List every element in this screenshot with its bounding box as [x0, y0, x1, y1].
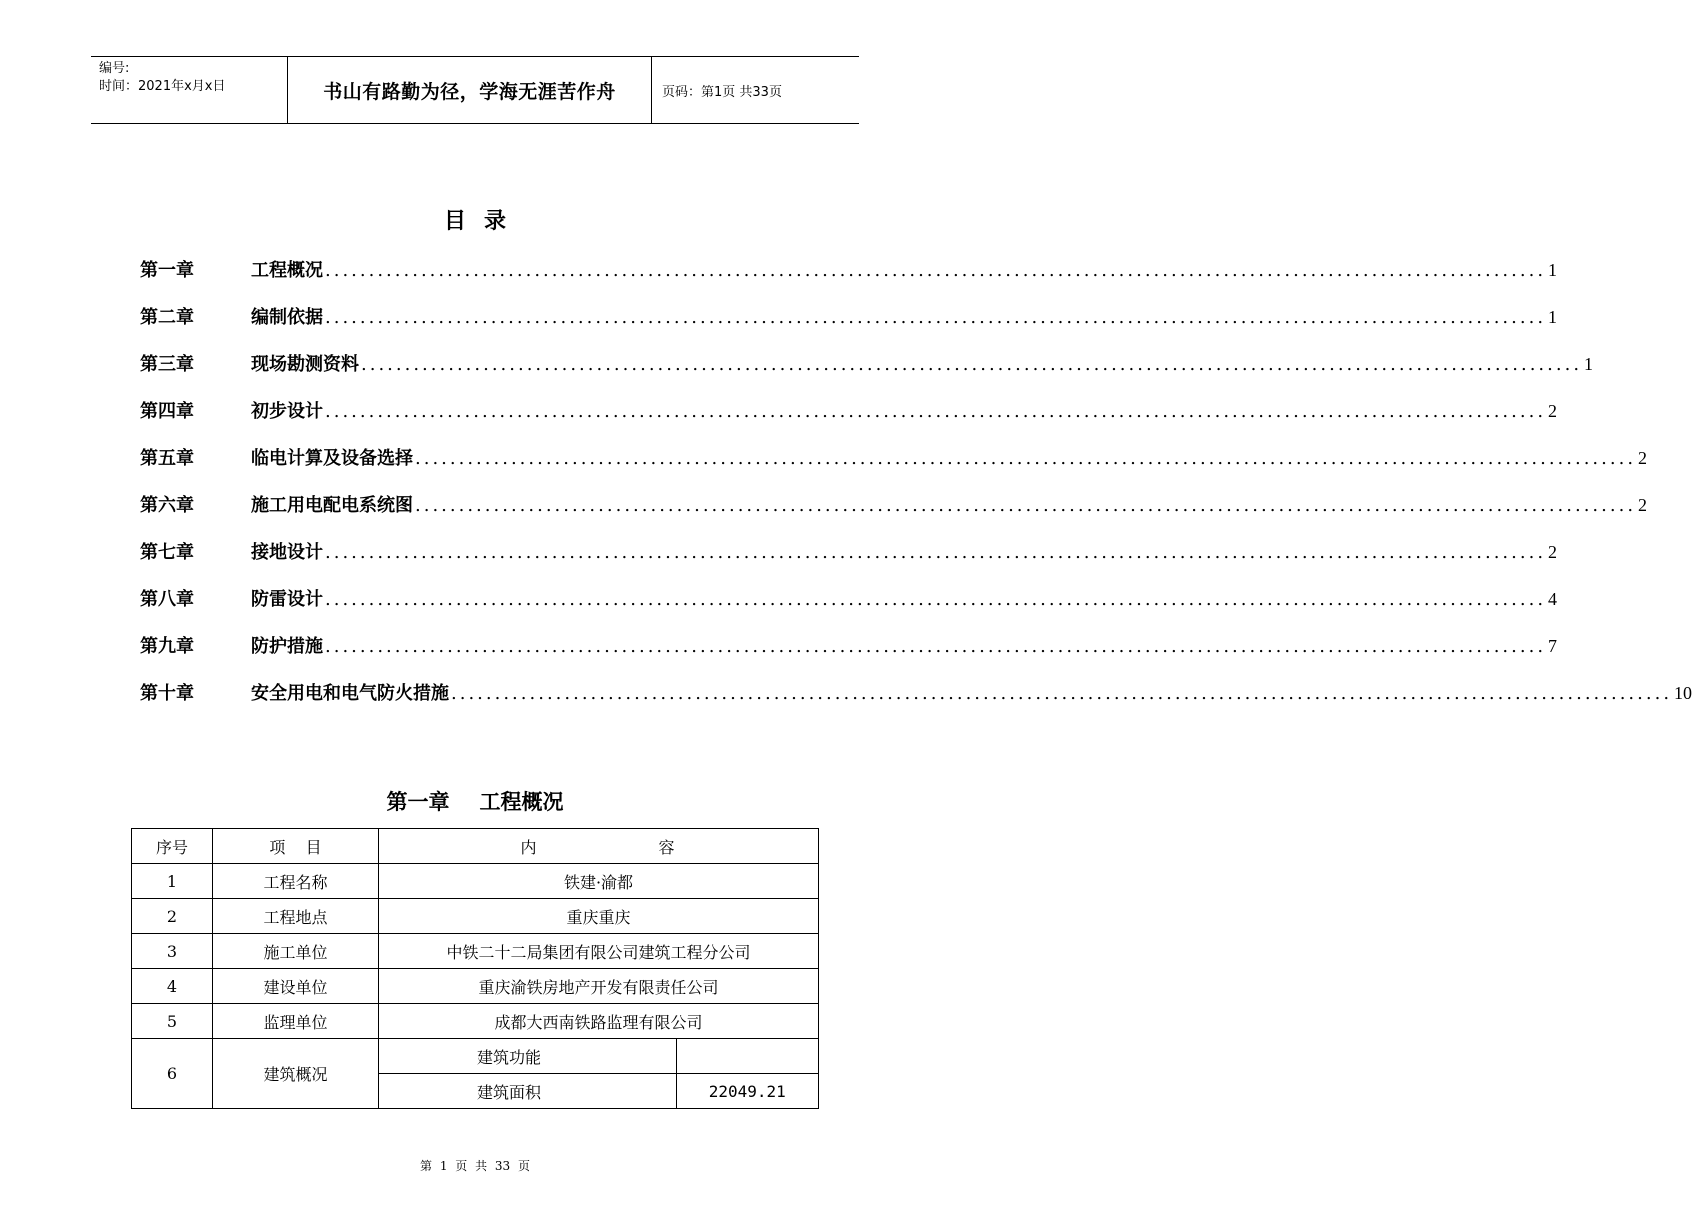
table-row: [132, 1004, 819, 1039]
header-meta: [91, 57, 287, 123]
cell-seq: 4: [132, 969, 213, 1004]
cell-item: 建筑概况: [213, 1039, 379, 1109]
section-chapter: 第一章: [386, 790, 450, 814]
table-row: [132, 899, 819, 934]
header-content-a: 内: [520, 837, 539, 857]
toc-leader-dots: ............................................................................................................................................: [325, 260, 1547, 281]
toc-chapter: 第一章: [140, 260, 194, 281]
toc-page-number: 1: [1584, 354, 1594, 374]
header-seq: 序号: [132, 829, 213, 864]
cell-seq: 6: [132, 1039, 213, 1109]
toc-chapter: 第二章: [140, 307, 194, 328]
toc-leader-dots: ............................................................................................................................................: [361, 354, 1583, 375]
header-content-b: 容: [658, 837, 677, 857]
toc-page-number: 2: [1548, 542, 1558, 562]
toc-page-number: 7: [1548, 636, 1558, 656]
toc-chapter: 第三章: [140, 354, 194, 375]
toc-leader-dots: ............................................................................................................................................: [325, 589, 1547, 610]
cell-item: 工程地点: [213, 899, 379, 934]
toc-entry[interactable]: [140, 491, 1648, 538]
table-row: [132, 1039, 819, 1074]
table-row: [132, 969, 819, 1004]
cell-function-value: [676, 1039, 819, 1074]
header-item: 项 目: [213, 829, 379, 864]
toc-chapter: 第九章: [140, 636, 194, 657]
cell-area-value: 22049.21: [676, 1074, 819, 1109]
toc-name: 临电计算及设备选择: [251, 448, 413, 469]
toc-page-number: 1: [1548, 307, 1558, 327]
toc-leader-dots: ............................................................................................................................................: [415, 495, 1637, 516]
toc-entry[interactable]: [140, 444, 1648, 491]
table-row: [132, 864, 819, 899]
header-motto: 书山有路勤为径，学海无涯苦作舟: [287, 57, 652, 123]
cell-seq: 3: [132, 934, 213, 969]
toc-leader-dots: ............................................................................................................................................: [325, 307, 1547, 328]
toc-entry[interactable]: [140, 303, 1558, 350]
cell-area-label: 建筑面积: [379, 1074, 677, 1109]
toc-name: 防雷设计: [251, 589, 323, 610]
toc-chapter: 第四章: [140, 401, 194, 422]
toc-entry[interactable]: [140, 632, 1558, 679]
cell-content: 重庆渝铁房地产开发有限责任公司: [379, 969, 819, 1004]
toc-leader-dots: ............................................................................................................................................: [451, 683, 1673, 704]
toc-chapter: 第五章: [140, 448, 194, 469]
section-name: 工程概况: [479, 790, 564, 814]
toc-name: 安全用电和电气防火措施: [251, 683, 449, 704]
toc-page-number: 2: [1638, 448, 1648, 468]
cell-item: 工程名称: [213, 864, 379, 899]
document-number-label: 编号:: [99, 61, 130, 76]
header-content: [379, 829, 819, 864]
cell-seq: 1: [132, 864, 213, 899]
toc-page-number: 1: [1548, 260, 1558, 280]
toc-chapter: 第八章: [140, 589, 194, 610]
cell-item: 建设单位: [213, 969, 379, 1004]
toc-name: 防护措施: [251, 636, 323, 657]
cell-content: 铁建·渝都: [379, 864, 819, 899]
toc-chapter: 第十章: [140, 683, 194, 704]
toc-page-number: 2: [1548, 401, 1558, 421]
cell-item: 监理单位: [213, 1004, 379, 1039]
toc-entry[interactable]: [140, 350, 1594, 397]
document-time: 时间：2021年x月x日: [99, 79, 226, 94]
toc-entry[interactable]: [140, 679, 1692, 726]
toc-entry[interactable]: [140, 585, 1558, 632]
toc-name: 现场勘测资料: [251, 354, 359, 375]
page-header: [91, 56, 859, 124]
toc-page-number: 2: [1638, 495, 1648, 515]
page-footer: 第 1 页 共 33 页: [420, 1159, 530, 1173]
toc-leader-dots: ............................................................................................................................................: [325, 636, 1547, 657]
cell-seq: 2: [132, 899, 213, 934]
cell-item: 施工单位: [213, 934, 379, 969]
table-of-contents: [140, 256, 1692, 726]
cell-function-label: 建筑功能: [379, 1039, 677, 1074]
cell-content: 重庆重庆: [379, 899, 819, 934]
table-row: [132, 934, 819, 969]
toc-name: 初步设计: [251, 401, 323, 422]
cell-content: 中铁二十二局集团有限公司建筑工程分公司: [379, 934, 819, 969]
toc-name: 编制依据: [251, 307, 323, 328]
toc-entry[interactable]: [140, 538, 1558, 585]
table-header-row: [132, 829, 819, 864]
cell-content: 成都大西南铁路监理有限公司: [379, 1004, 819, 1039]
cell-seq: 5: [132, 1004, 213, 1039]
toc-leader-dots: ............................................................................................................................................: [325, 401, 1547, 422]
toc-chapter: 第七章: [140, 542, 194, 563]
toc-page-number: 4: [1548, 589, 1558, 609]
toc-title: 目录: [443, 209, 524, 234]
toc-chapter: 第六章: [140, 495, 194, 516]
toc-leader-dots: ............................................................................................................................................: [415, 448, 1637, 469]
toc-entry[interactable]: [140, 397, 1558, 444]
project-info-table: [131, 828, 819, 1109]
toc-page-number: 10: [1674, 683, 1692, 703]
toc-entry[interactable]: [140, 256, 1558, 303]
toc-leader-dots: ............................................................................................................................................: [325, 542, 1547, 563]
section-title: [0, 786, 950, 816]
toc-name: 工程概况: [251, 260, 323, 281]
toc-name: 施工用电配电系统图: [251, 495, 413, 516]
header-page-info: 页码：第1页 共33页: [662, 84, 782, 100]
toc-name: 接地设计: [251, 542, 323, 563]
